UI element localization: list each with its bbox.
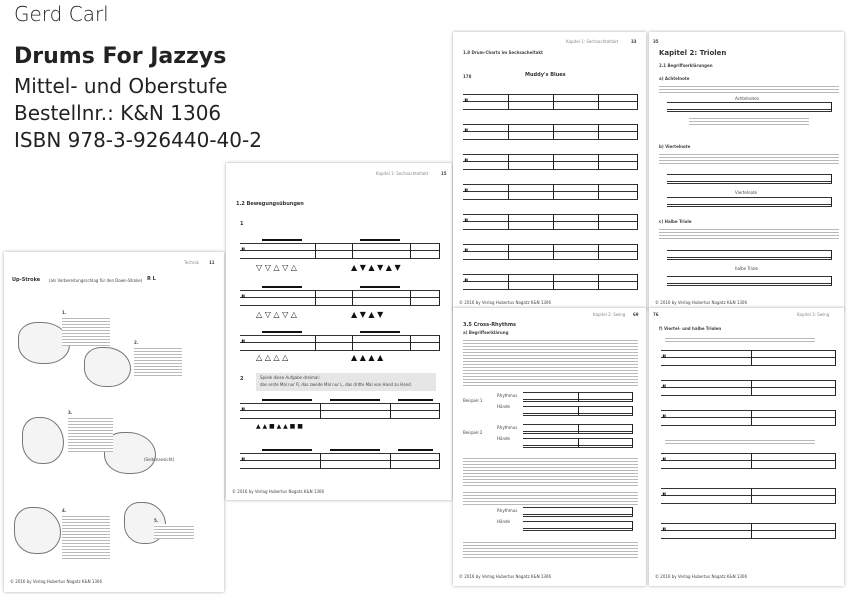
- section-heading: 3.5 Cross-Rhythms: [463, 322, 517, 328]
- drum-staff: 𝄥: [240, 403, 440, 419]
- notation-label: Achtelnoten: [735, 96, 760, 101]
- order-number: Bestellnr.: K&N 1306: [14, 101, 222, 125]
- isbn: ISBN 978-3-926440-40-2: [14, 128, 262, 152]
- page-technique: [4, 252, 224, 592]
- page-footer: © 2016 by Verlag Hubertus Nogatz K&N 1306: [459, 574, 552, 579]
- hands-label: Hände: [497, 519, 510, 524]
- drum-staff: 𝄥: [463, 94, 638, 110]
- body-text: [659, 227, 839, 239]
- drum-staff: 𝄥: [240, 243, 440, 259]
- triangle-row: ▲ ▲ ▲ ▲: [351, 353, 384, 362]
- drum-staff: [667, 102, 832, 112]
- drum-staff: [667, 197, 832, 207]
- step-text: [68, 416, 113, 452]
- drum-staff: [523, 521, 633, 531]
- book-title: Drums For Jazzys: [14, 44, 227, 69]
- body-text: [463, 338, 638, 386]
- page-footer: © 2016 by Verlag Hubertus Nogatz K&N 1306: [655, 300, 748, 305]
- body-text: [463, 456, 638, 486]
- chart-number: 178: [463, 74, 472, 79]
- step-text: [154, 524, 194, 539]
- instruction-text: Spiele diese Aufgabe dreimal:: [260, 375, 320, 380]
- section-heading: 2.1 Begriffserklärungen: [659, 63, 713, 68]
- page-exercises: [226, 163, 452, 500]
- drum-staff: [523, 507, 633, 517]
- drum-staff: [667, 174, 832, 184]
- section-heading: 1.8 Drum-Charts im Sechsacheltakt: [463, 50, 543, 55]
- rhythm-label: Rhythmus: [497, 393, 518, 398]
- drum-staff: 𝄥: [463, 214, 638, 230]
- instruction-text: das erste Mal nur R, das zweite Mal nur L, das dritte Mal von Hand zu Hand.: [260, 382, 412, 387]
- drum-staff: 𝄥: [240, 335, 440, 351]
- body-text: [665, 336, 815, 342]
- exercise-number: 1: [240, 221, 244, 227]
- rhythm-label: Rhythmus: [497, 508, 518, 513]
- subsection-heading: b) Viertelnote: [659, 144, 691, 149]
- drum-staff: 𝄥: [240, 290, 440, 306]
- book-author: Gerd Carl: [14, 2, 109, 26]
- page-number: 11: [209, 260, 215, 265]
- drum-staff: [523, 438, 633, 448]
- drum-staff: [523, 424, 633, 434]
- hand-labels: R L: [147, 276, 156, 282]
- running-head: Technik: [184, 260, 199, 265]
- page-number: 69: [633, 312, 639, 317]
- rhythm-label: Rhythmus: [497, 425, 518, 430]
- step-number: 5.: [154, 518, 159, 523]
- drum-staff: 𝄥: [463, 124, 638, 140]
- drum-staff: 𝄥: [463, 274, 638, 290]
- drum-staff: 𝄥: [661, 410, 836, 426]
- triangle-row: ▲ ▲ ■ ▲ ▲ ■ ■: [256, 423, 303, 430]
- page-number: 76: [653, 312, 659, 317]
- hand-illustration: [22, 417, 64, 464]
- step-text: [62, 514, 110, 559]
- page-number: 33: [631, 39, 637, 44]
- step-text: [134, 346, 182, 376]
- body-text: [665, 438, 815, 444]
- triangle-row: ▽ ▽ △ ▽ △: [256, 263, 297, 272]
- triangle-row: △ △ △ △: [256, 353, 289, 362]
- hands-label: Hände: [497, 436, 510, 441]
- drum-staff: [523, 392, 633, 402]
- chart-title: Muddy's Blues: [525, 72, 566, 78]
- drum-staff: [667, 276, 832, 286]
- subsection-heading: a) Achtelnote: [659, 76, 690, 81]
- body-text: [659, 152, 839, 164]
- page-number: 15: [441, 171, 447, 176]
- triangle-row: ▲ ▼ ▲ ▼: [351, 310, 384, 319]
- step-number: 2.: [134, 340, 139, 345]
- drum-staff: 𝄥: [463, 154, 638, 170]
- drum-staff: 𝄥: [661, 523, 836, 539]
- body-text: [689, 116, 809, 125]
- section-heading: Up-Stroke: [12, 277, 41, 283]
- drum-staff: [667, 250, 832, 260]
- drum-staff: [523, 406, 633, 416]
- drum-staff: 𝄥: [661, 380, 836, 396]
- triangle-row: ▲ ▼ ▲ ▼ ▲ ▼: [351, 263, 401, 272]
- triangle-row: △ ▽ △ ▽ △: [256, 310, 297, 319]
- chapter-heading: Kapitel 2: Triolen: [659, 49, 727, 57]
- page-cross-rhythms: [453, 308, 646, 586]
- running-head: Kapitel 2: Swing: [593, 312, 626, 317]
- book-subtitle: Mittel- und Oberstufe: [14, 74, 228, 98]
- subsection-heading: c) Halbe Triole: [659, 219, 692, 224]
- page-footer: © 2016 by Verlag Hubertus Nogatz K&N 1306: [10, 579, 103, 584]
- drum-staff: 𝄥: [661, 350, 836, 366]
- hand-illustration: [14, 507, 61, 554]
- hands-label: Hände: [497, 404, 510, 409]
- notation-label: halbe Triole: [735, 266, 758, 271]
- section-heading: 1.2 Bewegungsübungen: [236, 201, 304, 207]
- drum-staff: 𝄥: [661, 453, 836, 469]
- subsection-heading: a) Begriffserklärung: [463, 330, 509, 335]
- page-drum-chart: [453, 32, 646, 310]
- body-text: [463, 540, 638, 558]
- step-number: 1.: [62, 310, 67, 315]
- running-head: Kapitel 3: Swing: [797, 312, 830, 317]
- step-number: 4.: [62, 508, 67, 513]
- page-footer: © 2016 by Verlag Hubertus Nogatz K&N 1306: [459, 300, 552, 305]
- page-triplets: [649, 32, 844, 310]
- drum-staff: 𝄥: [463, 244, 638, 260]
- notation-label: Viertelnote: [735, 190, 758, 195]
- heading-note: (als Vorbereitungsschlag für den Down-Stroke): [49, 278, 143, 283]
- step-number: 3.: [68, 410, 73, 415]
- running-head: Kapitel 1: Sechsachteltakt: [376, 171, 429, 176]
- page-footer: © 2016 by Verlag Hubertus Nogatz K&N 1306: [655, 574, 748, 579]
- step-text: [62, 316, 110, 346]
- example-label: Beispiel 2: [463, 430, 483, 435]
- body-text: [463, 490, 638, 505]
- drum-staff: 𝄥: [661, 488, 836, 504]
- page-number: 35: [653, 39, 659, 44]
- exercise-number: 2: [240, 376, 244, 382]
- page-footer: © 2016 by Verlag Hubertus Nogatz K&N 1306: [232, 489, 325, 494]
- section-heading: f) Viertel- und halbe Triolen: [659, 326, 722, 331]
- hand-illustration: [84, 347, 131, 387]
- page-quarter-half-triplets: [649, 308, 844, 586]
- drum-staff: 𝄥: [240, 453, 440, 469]
- drum-staff: 𝄥: [463, 184, 638, 200]
- body-text: [659, 84, 839, 93]
- image-caption: (Seitenansicht): [144, 457, 175, 462]
- running-head: Kapitel 1: Sechsachteltakt: [566, 39, 619, 44]
- example-label: Beispiel 1: [463, 398, 483, 403]
